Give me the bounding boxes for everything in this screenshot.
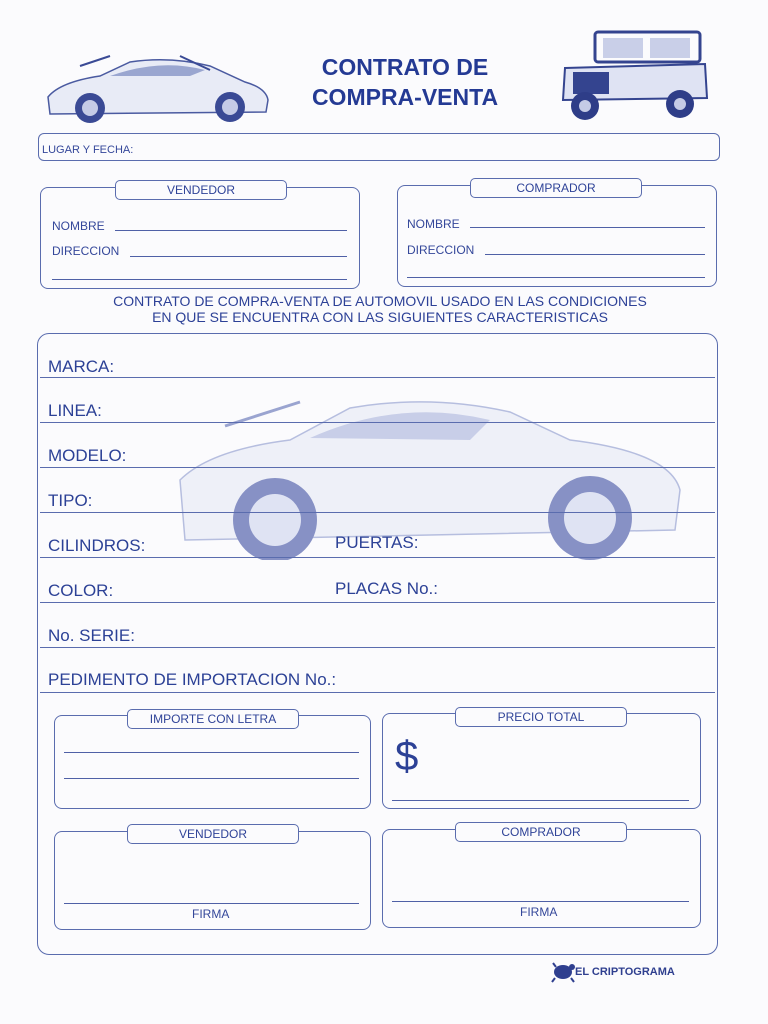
placas-label: PLACAS No.:: [335, 579, 438, 598]
jeep-image: [555, 28, 715, 123]
color-label: COLOR:: [48, 581, 114, 600]
notice-line-2: EN QUE SE ENCUENTRA CON LAS SIGUIENTES CARACTERISTICAS: [152, 309, 608, 325]
linea-line[interactable]: [40, 422, 715, 423]
cilindros-line[interactable]: [40, 557, 715, 558]
seller-signature-line[interactable]: [64, 903, 359, 904]
total-price-line[interactable]: [392, 800, 689, 801]
total-price-box: [382, 713, 701, 809]
seller-box-tab: VENDEDOR: [115, 180, 287, 200]
buyer-address-line[interactable]: [485, 254, 705, 255]
serie-label: No. SERIE:: [48, 626, 135, 645]
marca-label: MARCA:: [48, 357, 115, 376]
marca-line[interactable]: [40, 377, 715, 378]
buyer-signature-tab: COMPRADOR: [455, 822, 627, 842]
puertas-label: PUERTAS:: [335, 533, 419, 552]
buyer-address-line-2[interactable]: [407, 277, 705, 278]
sports-car-image: [40, 52, 270, 127]
contract-notice: [60, 293, 700, 325]
linea-label: LINEA:: [48, 401, 102, 420]
document-title: [290, 52, 520, 112]
buyer-box: [397, 185, 717, 287]
place-date-field[interactable]: [38, 133, 720, 161]
cilindros-label: CILINDROS:: [48, 536, 146, 555]
amount-words-tab: IMPORTE CON LETRA: [127, 709, 299, 729]
seller-sign-label: FIRMA: [192, 907, 230, 921]
serie-line[interactable]: [40, 647, 715, 648]
seller-name-label: NOMBRE: [52, 219, 105, 233]
seller-signature-tab: VENDEDOR: [127, 824, 299, 844]
title-line-1: CONTRATO DE: [321, 54, 489, 80]
buyer-name-label: NOMBRE: [407, 217, 460, 231]
modelo-label: MODELO:: [48, 446, 127, 465]
title-line-2: COMPRA-VENTA: [311, 84, 499, 110]
seller-address-label: DIRECCION: [52, 244, 120, 258]
modelo-line[interactable]: [40, 467, 715, 468]
buyer-sign-label: FIRMA: [520, 905, 558, 919]
amount-words-line-1[interactable]: [64, 752, 359, 753]
tipo-label: TIPO:: [48, 491, 93, 510]
seller-name-line[interactable]: [115, 230, 347, 231]
buyer-name-line[interactable]: [470, 227, 705, 228]
seller-box: [40, 187, 360, 289]
brand-name: EL CRIPTOGRAMA: [575, 966, 675, 978]
amount-words-line-2[interactable]: [64, 778, 359, 779]
buyer-signature-line[interactable]: [392, 901, 689, 902]
watermark-car-image: [170, 390, 690, 560]
pedimento-line[interactable]: [40, 692, 715, 693]
seller-address-line-2[interactable]: [52, 279, 347, 280]
color-line[interactable]: [40, 602, 715, 603]
seller-address-line[interactable]: [130, 256, 347, 257]
place-date-label: LUGAR Y FECHA:: [42, 144, 134, 156]
total-price-tab: PRECIO TOTAL: [455, 707, 627, 727]
buyer-box-tab: COMPRADOR: [470, 178, 642, 198]
turtle-logo-icon: [550, 958, 576, 984]
amount-words-box: [54, 715, 371, 809]
currency-symbol: $: [395, 732, 419, 779]
pedimento-label: PEDIMENTO DE IMPORTACION No.:: [48, 670, 337, 689]
buyer-address-label: DIRECCION: [407, 243, 475, 257]
tipo-line[interactable]: [40, 512, 715, 513]
notice-line-1: CONTRATO DE COMPRA-VENTA DE AUTOMOVIL USADO EN LAS CONDICIONES: [113, 293, 647, 309]
